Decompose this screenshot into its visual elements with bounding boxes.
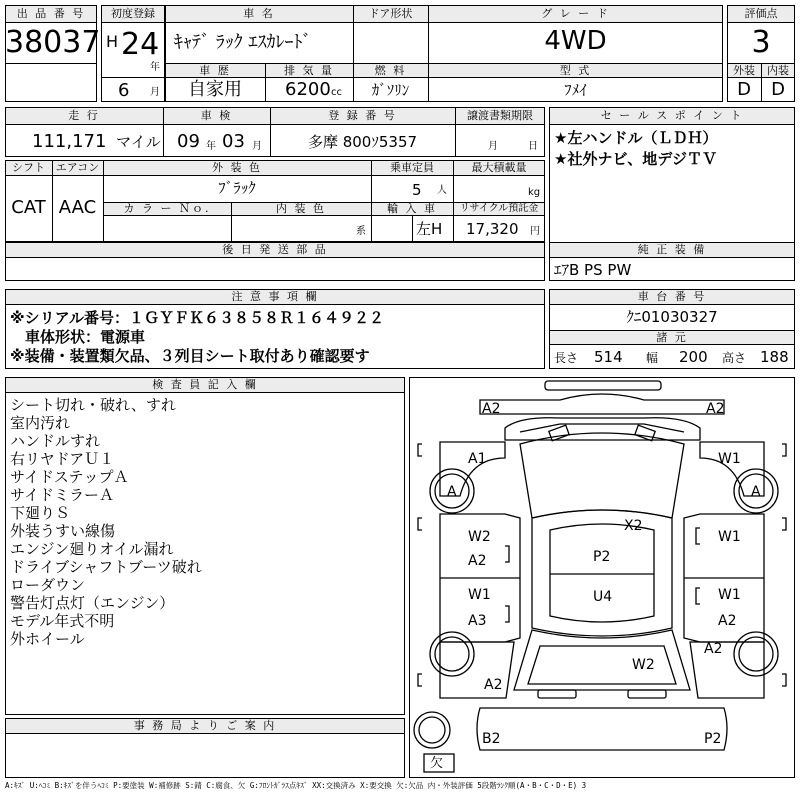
era-letter: H	[106, 32, 119, 51]
mark-fender-right: W1	[718, 451, 741, 467]
model: ﾌﾒｲ	[564, 81, 587, 99]
inspection-month-suffix: 月	[252, 141, 262, 152]
inspector-item: サイドステップＡ	[10, 468, 129, 486]
ext-color-label: 外 装 色	[212, 161, 262, 174]
displacement-label: 排 気 量	[284, 64, 334, 77]
wheel-rl	[430, 632, 474, 676]
inspector-item: 警告灯点灯（エンジン）	[10, 594, 175, 612]
mark-door-rr-1: W1	[718, 587, 741, 603]
load-unit: kg	[528, 187, 541, 198]
month-suffix: 月	[150, 87, 160, 98]
grade: 4WD	[544, 26, 607, 56]
width-label: 幅	[646, 351, 659, 365]
mark-door-rr-2: A2	[718, 613, 737, 629]
recycle-unit: 円	[530, 226, 540, 237]
length: 514	[594, 348, 623, 366]
inspection-year-suffix: 年	[206, 141, 216, 152]
ext-color: ﾌﾞﾗｯｸ	[218, 179, 256, 197]
right-rear-fender	[690, 642, 764, 698]
inspector-item: 下廻りＳ	[10, 504, 71, 522]
mileage-label: 走 行	[68, 109, 100, 122]
int-color-label: 内 装 色	[276, 202, 326, 215]
chassis-label: 車 台 番 号	[637, 290, 707, 303]
exterior-grade: D	[737, 79, 751, 100]
load-label: 最大積載量	[471, 161, 527, 174]
note-line-1: ※シリアル番号：１ＧＹＦＫ６３８５８Ｒ１６４９２２	[10, 309, 384, 327]
equipment-label: 純 正 装 備	[637, 243, 707, 256]
first-reg-label: 初度登録	[111, 7, 155, 20]
mark-center: U4	[593, 589, 613, 605]
height: 188	[760, 348, 789, 366]
later-parts-label: 後 日 発 送 部 品	[222, 243, 328, 256]
mark-trunk: W2	[632, 657, 655, 673]
car-name-label: 車 名	[243, 7, 275, 20]
grade-label: グ レ ー ド	[541, 7, 610, 20]
mark-bumper-right: P2	[704, 731, 722, 747]
inspector-item: 外装うすい線傷	[10, 522, 116, 540]
notes-label: 注 意 事 項 欄	[231, 290, 319, 303]
transfer-label: 譲渡書類期限	[467, 109, 533, 122]
mark-wheel-fr: A	[751, 484, 761, 500]
recycle-label: リサイクル預託金	[459, 203, 539, 214]
interior-grade: D	[771, 79, 785, 100]
sales-point-1: ★左ハンドル（ＬＤＨ）	[554, 129, 718, 147]
capacity-unit: 人	[437, 185, 447, 196]
shift: CAT	[11, 197, 46, 218]
legend-footer: A:ｷｽﾞ U:ﾍｺﾐ B:ｷｽﾞを伴うﾍｺﾐ P:要塗装 W:補修跡 S:錆 C:腐食、欠 G:ﾌﾛﾝﾄｶﾞﾗｽ点ｷｽﾞ XX:交換済み X:要交換 欠:欠品 内・外装評価 5段階ﾗﾝｸ順(A・B・C・D・E) 3	[5, 781, 587, 790]
fuel: ｶﾞｿﾘﾝ	[371, 81, 410, 99]
front-outline	[480, 394, 725, 417]
shift-label: シフト	[12, 161, 45, 174]
mark-door-fl-2: A2	[468, 553, 487, 569]
car-diagram-box	[409, 377, 795, 778]
recycle: 17,320	[466, 220, 519, 238]
reg-no: 多摩 800ｿ5357	[307, 133, 418, 151]
mark-fender-left: A1	[468, 451, 487, 467]
score: 3	[751, 25, 771, 60]
mark-front-left: A2	[482, 401, 501, 417]
int-color-suffix: 系	[356, 226, 366, 237]
inspector-item: ドライブシャフトブーツ破れ	[10, 558, 202, 576]
inspector-item: 外ホイール	[10, 630, 85, 648]
equipment: ｴｱB PS PW	[554, 261, 632, 279]
import-value: 左H	[416, 220, 443, 238]
inspector-item: エンジン廻りオイル漏れ	[10, 540, 174, 558]
width: 200	[679, 348, 708, 366]
wheel-rr	[734, 632, 778, 676]
inspector-item: サイドミラーＡ	[10, 486, 114, 504]
score-label: 評価点	[744, 7, 778, 20]
windshield	[520, 433, 684, 518]
mark-wheel-fl: A	[447, 484, 457, 500]
sales-points-label: セ ー ル ス ポ イ ン ト	[600, 109, 744, 122]
displacement-unit: cc	[331, 87, 342, 98]
capacity-label: 乗車定員	[390, 161, 434, 174]
note-line-2: 車体形状：電源車	[10, 328, 146, 346]
sales-point-2: ★社外ナビ、地デジＴＶ	[554, 150, 717, 168]
door-label: ドア形状	[368, 7, 413, 20]
ac-label: エアコン	[55, 161, 100, 174]
inspector-item: 室内汚れ	[10, 414, 71, 432]
inspector-item: ハンドルすれ	[10, 432, 101, 450]
mark-door-fr: W1	[718, 529, 741, 545]
interior-label: 内装	[767, 64, 789, 77]
capacity: 5	[412, 181, 422, 199]
inspector-item: ローダウン	[10, 576, 86, 594]
year-suffix: 年	[150, 62, 160, 73]
car-name: ｷｬﾃﾞ ﾗｯｸ ｴｽｶﾚｰﾄﾞ	[174, 32, 312, 53]
inspector-item: モデル年式不明	[10, 612, 115, 630]
mark-door-fl-1: W2	[468, 529, 491, 545]
note-line-3: ※装備・装置類欠品、３列目シート取付あり確認要す	[10, 347, 370, 365]
length-label: 長さ	[554, 351, 579, 365]
transfer-day: 日	[528, 141, 538, 152]
history: 自家用	[188, 79, 242, 100]
transfer-month: 月	[488, 141, 498, 152]
mark-roof: P2	[593, 549, 611, 565]
mileage-unit: マイル	[116, 133, 161, 151]
left-rear-fender	[440, 642, 514, 698]
displacement: 6200	[285, 79, 331, 100]
chassis-number: ｸﾆ01030327	[626, 308, 718, 326]
ac: AAC	[58, 197, 97, 218]
inspection-label: 車 検	[200, 109, 233, 122]
rear-window	[514, 630, 690, 690]
fuel-label: 燃 料	[374, 64, 407, 77]
mark-rear-left: A2	[484, 677, 503, 693]
reg-no-label: 登 録 番 号	[328, 109, 397, 122]
mark-door-rl-1: W1	[468, 587, 491, 603]
lot-number: 38037	[5, 25, 101, 60]
mark-front-right: A2	[706, 401, 725, 417]
era-year: 24	[121, 27, 160, 62]
inspector-label: 検 査 員 記 入 欄	[152, 378, 258, 391]
office-label: 事 務 局 よ り ご 案 内	[133, 719, 277, 732]
lot-number-label: 出 品 番 号	[16, 7, 86, 20]
dims-label: 諸 元	[656, 331, 688, 344]
color-no-label: カ ラ ー Ｎｏ.	[123, 202, 211, 215]
mark-hood: X2	[624, 518, 643, 534]
mileage: 111,171	[32, 131, 107, 152]
mark-spare: 欠	[430, 756, 444, 771]
reg-month: 6	[118, 80, 130, 101]
inspector-item: 右リヤドアＵ１	[10, 450, 115, 468]
mark-door-rl-2: A3	[468, 613, 487, 629]
mark-bumper-left: B2	[482, 731, 501, 747]
inspector-item: シート切れ・破れ、すれ	[10, 396, 176, 414]
import-label: 輸 入 車	[387, 202, 437, 215]
exterior-label: 外装	[733, 64, 755, 77]
rear-bumper	[477, 708, 727, 750]
history-label: 車 歴	[199, 64, 231, 77]
front-bumper	[545, 381, 661, 390]
mark-rear-right-side: A2	[704, 641, 723, 657]
car-diagram	[410, 378, 794, 777]
model-label: 型 式	[559, 64, 592, 77]
height-label: 高さ	[722, 351, 747, 365]
inspection-month: 03	[222, 131, 245, 152]
inspection-year: 09	[177, 131, 200, 152]
